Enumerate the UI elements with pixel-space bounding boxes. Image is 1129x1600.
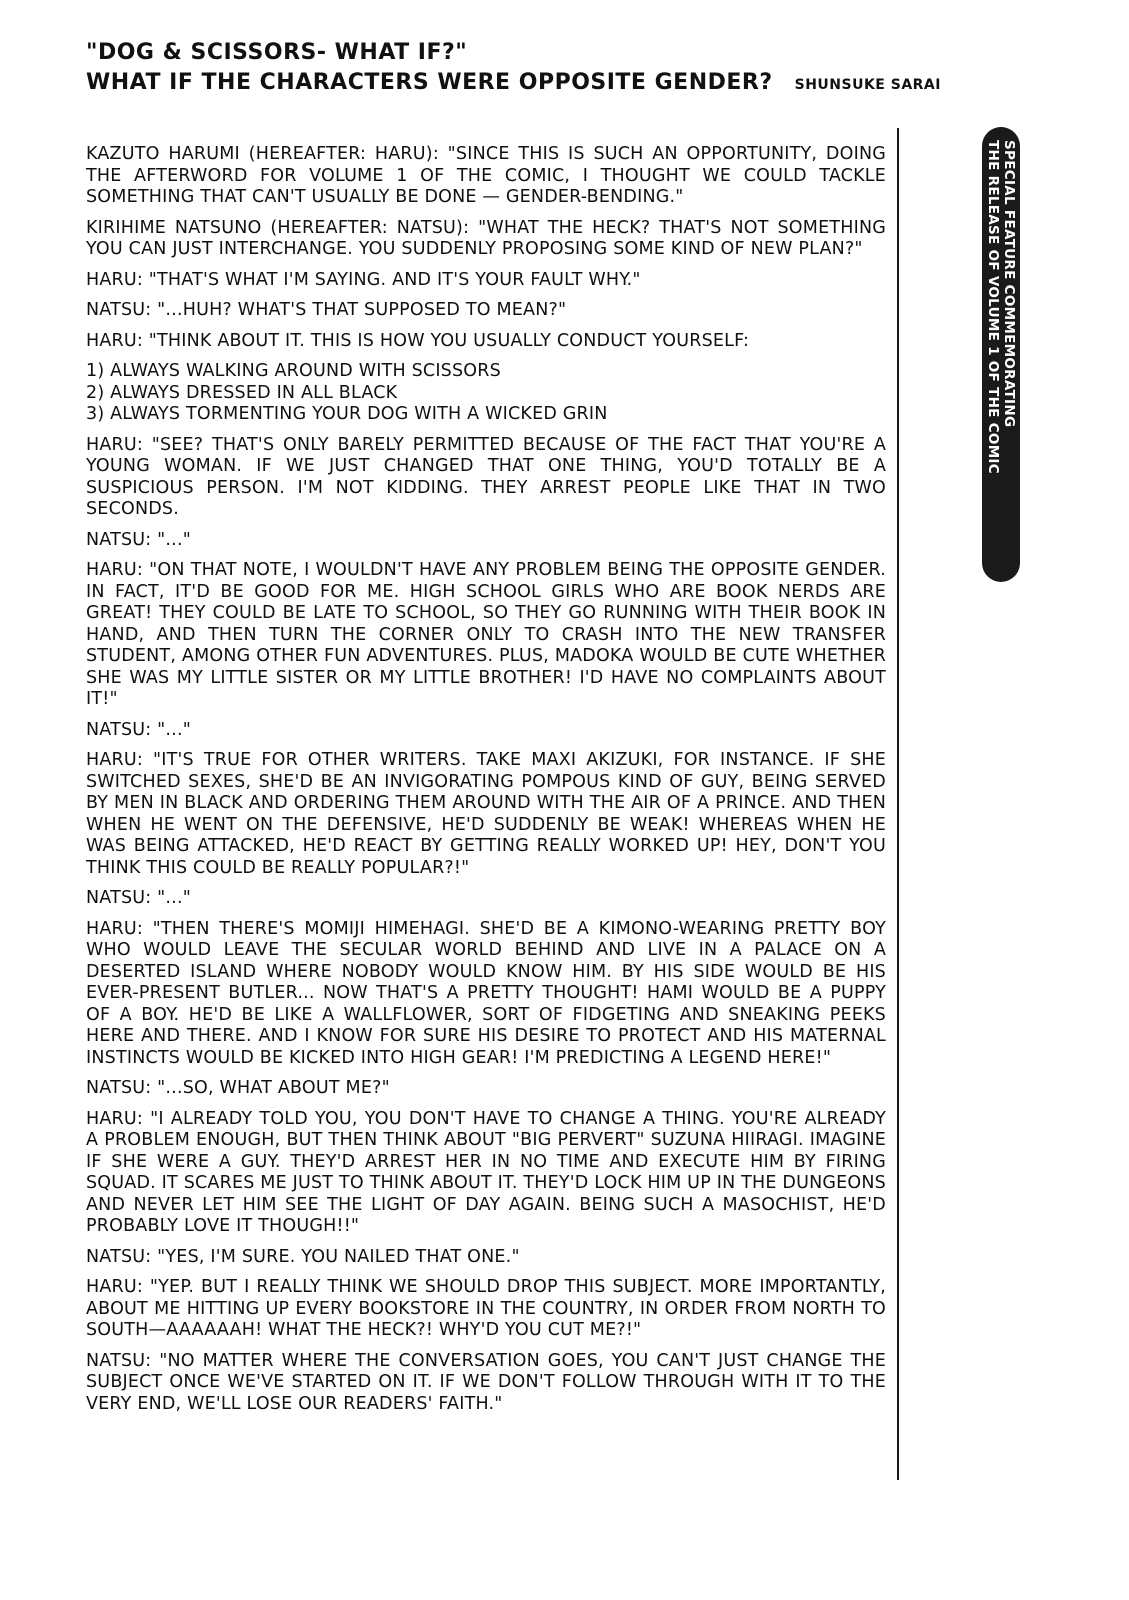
paragraph: HARU: "ON THAT NOTE, I WOULDN'T HAVE ANY PROBLEM BEING THE OPPOSITE GENDER. IN FACT, IT'D BE GOOD FOR ME. HIGH SCHOOL GIRLS WHO ARE BOOK NERDS ARE GREAT! THEY COULD BE LATE TO SCHOOL, SO THEY GO RUNNING WITH THEIR BOOK IN HAND, AND THEN TURN THE CORNER ONLY TO CRASH INTO THE NEW TRANSFER STUDENT, AMONG OTHER FUN ADVENTURES. PLUS, MADOKA WOULD BE CUTE WHETHER SHE WAS MY LITTLE SISTER OR MY LITTLE BROTHER! I'D HAVE NO COMPLAINTS ABOUT IT!": [86, 560, 886, 709]
paragraph: HARU: "SEE? THAT'S ONLY BARELY PERMITTED BECAUSE OF THE FACT THAT YOU'RE A YOUNG WOMAN. IF WE JUST CHANGED THAT ONE THING, YOU'D TOTALLY BE A SUSPICIOUS PERSON. I'M NOT KIDDING. THEY ARREST PEOPLE LIKE THAT IN TWO SECONDS.: [86, 434, 886, 519]
side-banner-line1: SPECIAL FEATURE COMMEMORATING: [1001, 140, 1017, 428]
paragraph: NATSU: "NO MATTER WHERE THE CONVERSATION GOES, YOU CAN'T JUST CHANGE THE SUBJECT ONCE WE'VE STARTED ON IT. IF WE DON'T FOLLOW THROUGH WITH IT TO THE VERY END, WE'LL LOSE OUR READERS' FAITH.": [86, 1350, 886, 1414]
paragraph: KAZUTO HARUMI (HEREAFTER: HARU): "SINCE THIS IS SUCH AN OPPORTUNITY, DOING THE AFTERWORD FOR VOLUME 1 OF THE COMIC, I THOUGHT WE COULD TACKLE SOMETHING THAT CAN'T USUALLY BE DONE — GENDER-BENDING.": [86, 144, 886, 207]
paragraph: NATSU: "YES, I'M SURE. YOU NAILED THAT ONE.": [86, 1246, 520, 1267]
paragraph: NATSU: "...HUH? WHAT'S THAT SUPPOSED TO MEAN?": [86, 300, 567, 320]
page-title-line1: "DOG & SCISSORS- WHAT IF?": [86, 40, 468, 65]
paragraph: NATSU: "...": [86, 888, 191, 908]
list-item: 2) ALWAYS DRESSED IN ALL BLACK: [86, 382, 398, 403]
paragraph: KIRIHIME NATSUNO (HEREAFTER: NATSU): "WHAT THE HECK? THAT'S NOT SOMETHING YOU CAN JUST INTERCHANGE. YOU SUDDENLY PROPOSING SOME KIND OF NEW PLAN?": [86, 217, 886, 259]
side-banner-line2: THE RELEASE OF VOLUME 1 OF THE COMIC: [985, 140, 1001, 474]
page-subtitle: WHAT IF THE CHARACTERS WERE OPPOSITE GENDER?: [86, 70, 773, 95]
author-name: SHUNSUKE SARAI: [794, 77, 941, 93]
side-banner-text: [985, 140, 1017, 474]
paragraph: HARU: "YEP. BUT I REALLY THINK WE SHOULD DROP THIS SUBJECT. MORE IMPORTANTLY, ABOUT ME HITTING UP EVERY BOOKSTORE IN THE COUNTRY, IN ORDER FROM NORTH TO SOUTH—AAAAAAH! WHAT THE HECK?! WHY'D YOU CUT ME?!": [86, 1277, 886, 1340]
paragraph: HARU: "THAT'S WHAT I'M SAYING. AND IT'S YOUR FAULT WHY.": [86, 269, 641, 290]
paragraph: HARU: "THEN THERE'S MOMIJI HIMEHAGI. SHE'D BE A KIMONO-WEARING PRETTY BOY WHO WOULD LEAVE THE SECULAR WORLD BEHIND AND LIVE IN A PALACE ON A DESERTED ISLAND WHERE NOBODY WOULD KNOW HIM. BY HIS SIDE WOULD BE HIS EVER-PRESENT BUTLER... NOW THAT'S A PRETTY THOUGHT! HAMI WOULD BE A PUPPY OF A BOY. HE'D BE LIKE A WALLFLOWER, SORT OF FIDGETING AND SNEAKING PEEKS HERE AND THERE. AND I KNOW FOR SURE HIS DESIRE TO PROTECT AND HIS MATERNAL INSTINCTS WOULD BE KICKED INTO HIGH GEAR! I'M PREDICTING A LEGEND HERE!": [86, 918, 886, 1068]
paragraph: NATSU: "...SO, WHAT ABOUT ME?": [86, 1078, 390, 1098]
paragraph: NATSU: "...": [86, 529, 191, 550]
list-item: 3) ALWAYS TORMENTING YOUR DOG WITH A WICKED GRIN: [86, 404, 608, 424]
paragraph: HARU: "THINK ABOUT IT. THIS IS HOW YOU USUALLY CONDUCT YOURSELF:: [86, 330, 750, 351]
paragraph: NATSU: "...": [86, 719, 191, 740]
page-header: [86, 38, 941, 100]
paragraph: HARU: "IT'S TRUE FOR OTHER WRITERS. TAKE MAXI AKIZUKI, FOR INSTANCE. IF SHE SWITCHED SEXES, SHE'D BE AN INVIGORATING POMPOUS KIND OF GUY, BEING SERVED BY MEN IN BLACK AND ORDERING THEM AROUND WITH THE AIR OF A PRINCE. AND THEN WHEN HE WENT ON THE DEFENSIVE, HE'D SUDDENLY BE WEAK! WHEREAS WHEN HE WAS BEING ATTACKED, HE'D REACT BY GETTING REALLY WORKED UP! HEY, DON'T YOU THINK THIS COULD BE REALLY POPULAR?!": [86, 750, 886, 878]
habits-list: [86, 361, 886, 426]
page-title-line2: [86, 68, 941, 100]
paragraph: HARU: "I ALREADY TOLD YOU, YOU DON'T HAVE TO CHANGE A THING. YOU'RE ALREADY A PROBLEM ENOUGH, BUT THEN THINK ABOUT "BIG PERVERT" SUZUNA HIIRAGI. IMAGINE IF SHE WERE A GUY. THEY'D ARREST HER IN NO TIME AND EXECUTE HIM BY FIRING SQUAD. IT SCARES ME JUST TO THINK ABOUT IT. THEY'D LOCK HIM UP IN THE DUNGEONS AND NEVER LET HIM SEE THE LIGHT OF DAY AGAIN. BEING SUCH A MASOCHIST, HE'D PROBABLY LOVE IT THOUGH!!": [86, 1108, 886, 1236]
column-divider: [897, 128, 899, 1480]
afterword-body: [86, 144, 886, 1424]
list-item: 1) ALWAYS WALKING AROUND WITH SCISSORS: [86, 361, 501, 381]
